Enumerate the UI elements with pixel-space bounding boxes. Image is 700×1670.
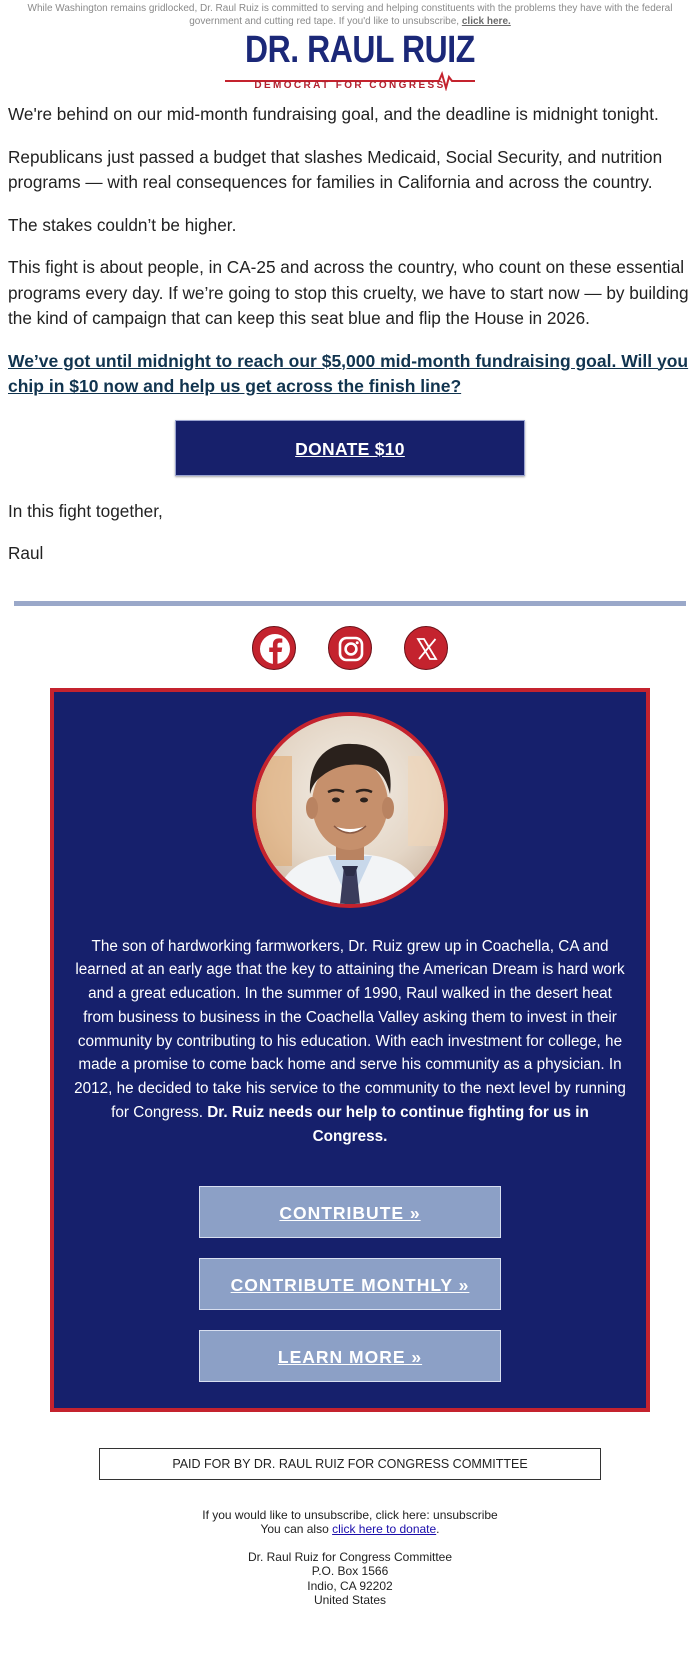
donate-10-button[interactable]: DONATE $10 bbox=[175, 420, 525, 476]
section-divider bbox=[14, 601, 686, 606]
paragraph-stakes: The stakes couldn’t be higher. bbox=[8, 214, 237, 235]
x-icon[interactable] bbox=[404, 626, 448, 670]
footer-unsubscribe[interactable]: If you would like to unsubscribe, click here: unsubscribe bbox=[202, 1507, 498, 1522]
footer-donate-prefix: You can also bbox=[260, 1522, 333, 1537]
bio-buttons bbox=[72, 1186, 628, 1382]
footer-city: Indio, CA 92202 bbox=[307, 1578, 393, 1593]
paragraph-budget: Republicans just passed a budget that slashes Medicaid, Social Security, and nutrition programs — with real consequences for families in California and across the country. bbox=[8, 146, 663, 192]
footer-address bbox=[0, 1550, 700, 1608]
signature: Raul bbox=[8, 543, 44, 563]
footer-donate-suffix: . bbox=[436, 1522, 440, 1537]
facebook-icon[interactable] bbox=[252, 626, 296, 670]
signoff: In this fight together, bbox=[8, 500, 163, 521]
paragraph-cta bbox=[8, 349, 692, 400]
paragraph-fight: This fight is about people, in CA-25 and across the country, who count on these essential programs every day. If we’re going to stop this cruelty, we have to start now — by building the kind of campaign that can keep this seat blue and flip the House in 2026. bbox=[8, 257, 689, 328]
preheader bbox=[0, 0, 700, 28]
preheader-unsubscribe-link[interactable]: click here. bbox=[461, 16, 511, 27]
logo-tagline: DEMOCRAT FOR CONGRESS bbox=[254, 80, 446, 91]
footer-donate-link[interactable]: click here to donate bbox=[332, 1522, 437, 1537]
learn-more-button[interactable]: LEARN MORE » bbox=[199, 1330, 501, 1382]
contribute-button[interactable]: CONTRIBUTE » bbox=[199, 1186, 501, 1238]
candidate-portrait bbox=[252, 712, 448, 908]
instagram-icon[interactable] bbox=[328, 626, 372, 670]
campaign-logo bbox=[225, 28, 475, 94]
bio-text bbox=[72, 935, 628, 1149]
bio-paragraph: The son of hardworking farmworkers, Dr. Ruiz grew up in Coachella, CA and learned at an early age that the key to attaining the American Dream is hard work and a great education. In the summer of 1990, Raul walked in the desert heat from business to business in the Coachella Valley asking them to invest in their community by contributing to his education. With each investment for college, he made a promise to come back home and serve his community as a physician. In 2012, he decided to take his service to the community to the next level by running for Congress. bbox=[74, 937, 626, 1122]
logo-name: DR. RAUL RUIZ bbox=[245, 29, 475, 71]
email-body bbox=[0, 102, 700, 567]
social-links bbox=[0, 626, 700, 674]
bio-bold-appeal: Dr. Ruiz needs our help to continue fighting for us in Congress. bbox=[207, 1104, 589, 1145]
donate-button-wrap bbox=[8, 420, 692, 476]
footer bbox=[0, 1508, 700, 1608]
paid-for-disclaimer: PAID FOR BY DR. RAUL RUIZ FOR CONGRESS COMMITTEE bbox=[99, 1448, 601, 1480]
paragraph-deadline: We're behind on our mid-month fundraising goal, and the deadline is midnight tonight. bbox=[8, 104, 659, 124]
footer-org: Dr. Raul Ruiz for Congress Committee bbox=[247, 1549, 453, 1564]
bio-card bbox=[50, 688, 650, 1412]
footer-po-box: P.O. Box 1566 bbox=[311, 1564, 389, 1579]
footer-donate-line bbox=[0, 1522, 700, 1537]
footer-country: United States bbox=[313, 1593, 387, 1608]
cta-donate-link[interactable]: We’ve got until midnight to reach our $5,000 mid-month fundraising goal. Will you chip in $10 now and help us get across the finish line? bbox=[8, 350, 689, 396]
preheader-text: While Washington remains gridlocked, Dr. Raul Ruiz is committed to serving and helping constituents with the problems they have with the federal government and cutting red tape. If you'd like to unsubscribe, bbox=[27, 3, 673, 27]
contribute-monthly-button[interactable]: CONTRIBUTE MONTHLY » bbox=[199, 1258, 501, 1310]
